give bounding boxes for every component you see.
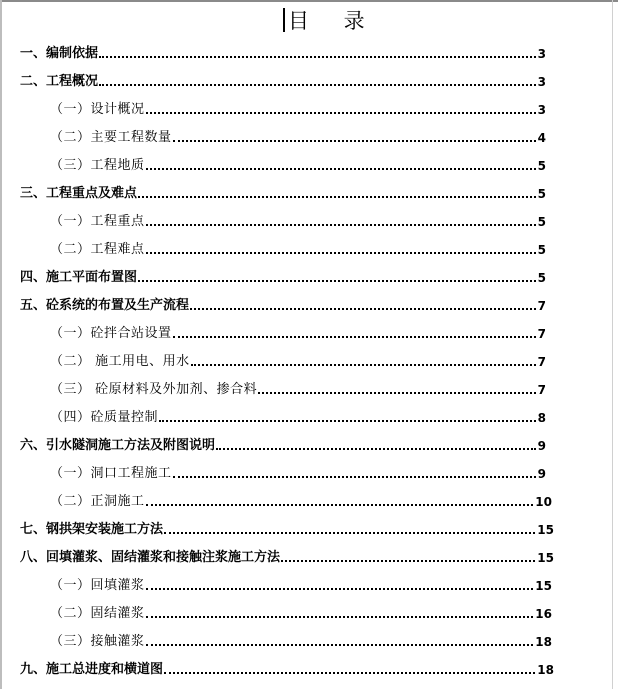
dot-leader bbox=[146, 112, 536, 114]
toc-subsection-entry[interactable] bbox=[0, 570, 618, 598]
toc-entry-line bbox=[50, 125, 546, 147]
dot-leader bbox=[159, 420, 536, 422]
dot-leader bbox=[164, 532, 535, 534]
toc-entry-line bbox=[20, 433, 546, 455]
toc-entry-title: （二） 施工用电、用水 bbox=[50, 354, 190, 369]
toc-page-number: 5 bbox=[537, 215, 546, 229]
title-area[interactable] bbox=[283, 6, 379, 34]
toc-page-number: 3 bbox=[537, 75, 546, 89]
toc-subsection-entry[interactable] bbox=[0, 346, 618, 374]
toc-entry-line bbox=[50, 153, 546, 175]
toc-page-number: 9 bbox=[537, 439, 546, 453]
toc-entry-line bbox=[50, 377, 546, 399]
page-top-border bbox=[0, 0, 618, 2]
toc-subsection-entry[interactable] bbox=[0, 94, 618, 122]
toc-page-number: 7 bbox=[537, 355, 546, 369]
toc-entry-title: （一）工程重点 bbox=[50, 214, 145, 229]
toc-page-number: 9 bbox=[537, 467, 546, 481]
page-title: 目 录 bbox=[288, 9, 379, 33]
toc-section-entry[interactable] bbox=[0, 262, 618, 290]
toc-entry-line bbox=[20, 181, 546, 203]
dot-leader bbox=[146, 504, 534, 506]
toc-entry-line bbox=[50, 601, 552, 623]
toc-entry-title: （二）主要工程数量 bbox=[50, 130, 172, 145]
toc-entry-title: 六、引水隧洞施工方法及附图说明 bbox=[20, 438, 216, 453]
toc-page-number: 15 bbox=[537, 523, 554, 537]
toc-page-number: 5 bbox=[537, 271, 546, 285]
toc-entry-title: 七、钢拱架安装施工方法 bbox=[20, 522, 164, 537]
toc-subsection-entry[interactable] bbox=[0, 374, 618, 402]
toc-entry-title: （一）洞口工程施工 bbox=[50, 466, 172, 481]
toc-entry-line bbox=[20, 545, 554, 567]
toc-page-number: 3 bbox=[537, 47, 546, 61]
dot-leader bbox=[146, 168, 536, 170]
toc-entry-title: （三） 砼原材料及外加剂、掺合料 bbox=[50, 382, 258, 397]
toc-entry-title: （二）工程难点 bbox=[50, 242, 145, 257]
toc-entry-title: 八、回填灌浆、固结灌浆和接触注浆施工方法 bbox=[20, 550, 281, 565]
toc-entry-line bbox=[50, 321, 546, 343]
toc-entry-title: （一）设计概况 bbox=[50, 102, 145, 117]
toc-entry-title: （二）固结灌浆 bbox=[50, 606, 145, 621]
toc-page-number: 7 bbox=[537, 383, 546, 397]
toc-page-number: 5 bbox=[537, 159, 546, 173]
toc-section-entry[interactable] bbox=[0, 38, 618, 66]
toc-entry-line bbox=[20, 517, 554, 539]
toc-entry-title: （一）砼拌合站设置 bbox=[50, 326, 172, 341]
toc-subsection-entry[interactable] bbox=[0, 122, 618, 150]
toc-entry-title: （三）接触灌浆 bbox=[50, 634, 145, 649]
toc-subsection-entry[interactable] bbox=[0, 458, 618, 486]
toc-page-number: 15 bbox=[535, 579, 552, 593]
dot-leader bbox=[173, 140, 536, 142]
toc-page-number: 10 bbox=[535, 495, 552, 509]
toc-entry-line bbox=[50, 489, 552, 511]
toc-page-number: 15 bbox=[537, 551, 554, 565]
toc-entry-line bbox=[20, 265, 546, 287]
toc-entry-title: （三）工程地质 bbox=[50, 158, 145, 173]
dot-leader bbox=[173, 476, 536, 478]
toc-page-number: 16 bbox=[535, 607, 552, 621]
toc-page-number: 7 bbox=[537, 327, 546, 341]
table-of-contents bbox=[0, 38, 618, 682]
toc-entry-title: 五、砼系统的布置及生产流程 bbox=[20, 298, 190, 313]
toc-entry-line bbox=[20, 41, 546, 63]
toc-section-entry[interactable] bbox=[0, 290, 618, 318]
dot-leader bbox=[258, 392, 536, 394]
toc-subsection-entry[interactable] bbox=[0, 318, 618, 346]
toc-subsection-entry[interactable] bbox=[0, 598, 618, 626]
dot-leader bbox=[146, 644, 534, 646]
toc-page-number: 5 bbox=[537, 187, 546, 201]
toc-subsection-entry[interactable] bbox=[0, 626, 618, 654]
dot-leader bbox=[138, 196, 536, 198]
toc-section-entry[interactable] bbox=[0, 430, 618, 458]
dot-leader bbox=[138, 280, 536, 282]
dot-leader bbox=[190, 308, 536, 310]
toc-page-number: 18 bbox=[535, 635, 552, 649]
toc-entry-line bbox=[50, 629, 552, 651]
toc-section-entry[interactable] bbox=[0, 542, 618, 570]
dot-leader bbox=[216, 448, 536, 450]
toc-entry-title: 四、施工平面布置图 bbox=[20, 270, 138, 285]
dot-leader bbox=[146, 224, 536, 226]
toc-subsection-entry[interactable] bbox=[0, 234, 618, 262]
toc-entry-line bbox=[50, 461, 546, 483]
toc-entry-line bbox=[50, 97, 546, 119]
toc-page-number: 3 bbox=[537, 103, 546, 117]
dot-leader bbox=[99, 84, 536, 86]
toc-entry-line bbox=[20, 657, 554, 679]
dot-leader bbox=[146, 616, 534, 618]
toc-page-number: 4 bbox=[537, 131, 546, 145]
toc-page-number: 7 bbox=[537, 299, 546, 313]
toc-section-entry[interactable] bbox=[0, 654, 618, 682]
toc-subsection-entry[interactable] bbox=[0, 486, 618, 514]
dot-leader bbox=[173, 336, 536, 338]
dot-leader bbox=[146, 588, 534, 590]
dot-leader bbox=[164, 672, 535, 674]
toc-page-number: 18 bbox=[537, 663, 554, 677]
toc-entry-line bbox=[50, 349, 546, 371]
toc-page-number: 5 bbox=[537, 243, 546, 257]
toc-entry-line bbox=[50, 573, 552, 595]
toc-section-entry[interactable] bbox=[0, 514, 618, 542]
dot-leader bbox=[99, 56, 536, 58]
dot-leader bbox=[191, 364, 536, 366]
toc-entry-line bbox=[50, 237, 546, 259]
toc-entry-title: 三、工程重点及难点 bbox=[20, 186, 138, 201]
dot-leader bbox=[281, 560, 535, 562]
toc-page-number: 8 bbox=[537, 411, 546, 425]
toc-subsection-entry[interactable] bbox=[0, 402, 618, 430]
toc-entry-title: 九、施工总进度和横道图 bbox=[20, 662, 164, 677]
toc-entry-title: 二、工程概况 bbox=[20, 74, 99, 89]
toc-entry-title: （二）正洞施工 bbox=[50, 494, 145, 509]
toc-section-entry[interactable] bbox=[0, 66, 618, 94]
toc-section-entry[interactable] bbox=[0, 178, 618, 206]
toc-entry-title: （一）回填灌浆 bbox=[50, 578, 145, 593]
toc-subsection-entry[interactable] bbox=[0, 150, 618, 178]
toc-entry-line bbox=[50, 209, 546, 231]
toc-entry-title: （四）砼质量控制 bbox=[50, 410, 159, 425]
text-cursor bbox=[283, 8, 285, 32]
toc-entry-line bbox=[20, 69, 546, 91]
toc-subsection-entry[interactable] bbox=[0, 206, 618, 234]
toc-entry-line bbox=[20, 293, 546, 315]
dot-leader bbox=[146, 252, 536, 254]
toc-entry-title: 一、编制依据 bbox=[20, 46, 99, 61]
toc-entry-line bbox=[50, 405, 546, 427]
